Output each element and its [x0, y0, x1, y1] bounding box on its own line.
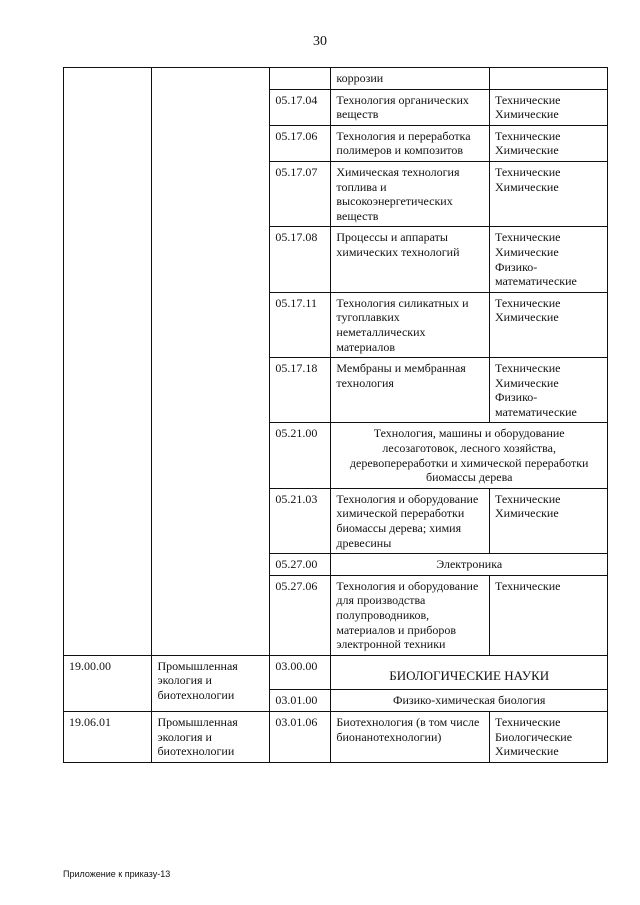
group-code-cell: 19.06.01 — [64, 711, 152, 762]
science-fields-cell: Технические Химические — [490, 488, 608, 553]
science-fields-cell: Технические Химические — [490, 89, 608, 125]
specialty-name-cell: Биотехнология (в том числе бионанотехнологии) — [331, 711, 490, 762]
specialty-name-cell: Мембраны и мембранная технология — [331, 358, 490, 423]
specialty-name-cell: Технология и оборудование для производства полупроводников, материалов и приборов электронной техники — [331, 575, 490, 655]
specialty-group-code-cell: 05.21.00 — [270, 423, 331, 488]
science-fields-cell: Технические Химические Физико- математические — [490, 227, 608, 292]
specialty-name-cell: Технология и оборудование химической переработки биомассы дерева; химия древесины — [331, 488, 490, 553]
specialty-group-code-cell: 05.27.00 — [270, 554, 331, 576]
specialty-group-title-cell: Физико-химическая биология — [331, 690, 608, 712]
specialty-code-cell: 03.01.06 — [270, 711, 331, 762]
specialty-code-cell: 05.17.18 — [270, 358, 331, 423]
specialty-name-cell: Технология органических веществ — [331, 89, 490, 125]
group-code-cell — [64, 68, 152, 656]
group-name-cell: Промышленная экология и биотехнологии — [152, 655, 270, 711]
science-fields-cell: Технические Химические — [490, 292, 608, 357]
page-number: 30 — [313, 34, 327, 49]
specialties-table — [63, 67, 608, 763]
science-fields-cell: Технические Химические — [490, 161, 608, 226]
specialty-code-cell: 05.17.07 — [270, 161, 331, 226]
group-code-cell: 19.00.00 — [64, 655, 152, 711]
specialty-code-cell — [270, 68, 331, 90]
specialty-code-cell: 05.21.03 — [270, 488, 331, 553]
specialty-group-title-cell — [331, 655, 608, 690]
table-row — [64, 68, 608, 90]
table-row — [64, 711, 608, 762]
specialty-code-cell: 05.17.04 — [270, 89, 331, 125]
specialty-code-cell: 05.17.11 — [270, 292, 331, 357]
specialty-group-code-cell: 03.01.00 — [270, 690, 331, 712]
specialty-name-cell: коррозии — [331, 68, 490, 90]
science-fields-cell: Технические Биологические Химические — [490, 711, 608, 762]
group-name-cell — [152, 68, 270, 656]
science-fields-cell: Технические Химические Физико- математические — [490, 358, 608, 423]
science-fields-cell — [490, 68, 608, 90]
page-footer: Приложение к приказу-13 — [63, 869, 171, 879]
specialty-name-cell: Химическая технология топлива и высокоэнергетических веществ — [331, 161, 490, 226]
science-fields-cell: Технические Химические — [490, 125, 608, 161]
table-row — [64, 655, 608, 690]
science-fields-cell: Технические — [490, 575, 608, 655]
specialty-name-cell: Технология и переработка полимеров и композитов — [331, 125, 490, 161]
specialty-group-title-cell: Электроника — [331, 554, 608, 576]
specialty-name-cell: Технология силикатных и тугоплавких неметаллических материалов — [331, 292, 490, 357]
specialty-code-cell: 05.27.06 — [270, 575, 331, 655]
group-name-cell: Промышленная экология и биотехнологии — [152, 711, 270, 762]
specialty-group-title-cell: Технология, машины и оборудование лесозаготовок, лесного хозяйства, деревопереработки и химической переработки биомассы дерева — [331, 423, 608, 488]
section-heading: БИОЛОГИЧЕСКИЕ НАУКИ — [389, 667, 550, 683]
specialty-group-code-cell: 03.00.00 — [270, 655, 331, 690]
specialty-code-cell: 05.17.06 — [270, 125, 331, 161]
specialty-code-cell: 05.17.08 — [270, 227, 331, 292]
specialty-name-cell: Процессы и аппараты химических технологий — [331, 227, 490, 292]
